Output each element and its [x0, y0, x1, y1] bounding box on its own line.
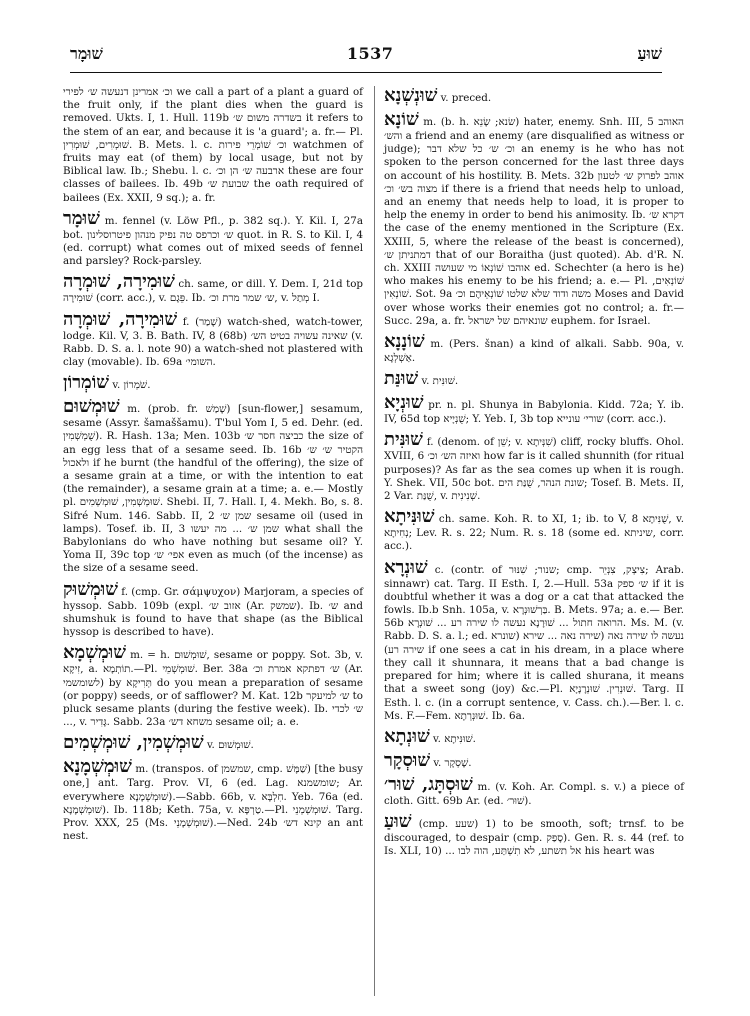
entry-headword: שׁוֹנָא: [384, 109, 419, 130]
entry-definition: v. שֹׁמְרוֹן.: [112, 379, 151, 392]
entry-headword: שׁוּמְשְׁמָנָא: [63, 756, 132, 778]
entry-definition: v. שׁוּנִּיתָא.: [433, 732, 476, 745]
entry-definition: ch. same, or dill. Y. Dem. I, 21d top שׁוּמִירָה (corr. acc.), v. פֵּגָם. Ib. ש׳ שמר מרת וכ׳, v. מְתַל I.: [63, 278, 364, 305]
entry-definition: וכ׳ אמרינן דנעשה ש׳ לפירי we call a part of a plant a guard of the fruit only, if the plant dies when the guard is removed. Ukts. I, 1. Hull. 119b בשדרה משום ש׳ it refers to the stem of an ear, and because it is 'a guard'; a. fr.— Pl. שׁוּמְרִים, שׁוּמְרִין. B. Mets. l. c. וכ׳ שׁוֹמְרֵי פירות watchmen of fruits may eat (of them) by local usage, but not by Biblical law. Ib.; Shebu. l. c. ארבעה ש׳ הן וכ׳ these are four classes of bailees. Ib. 49b שבועת ש׳ the oath required of bailees (Ex. XXII, 9 sq.); a. fr.: [63, 86, 364, 204]
entry-definition: (cmp. שעע) 1) to be smooth, soft; trnsf. to be discouraged, to despair (cmp. סָפַק). Gen. R. s. 44 (ref. to Is. XLI, 10) ... אל תשתע, לא תִשְׁתַּע, הוה לבו his heart was: [384, 818, 684, 858]
entry-definition: v. שׁוּמְשׁוּם.: [206, 739, 254, 752]
dictionary-entry: [63, 643, 363, 729]
entry-headword: שׁוּנַּת: [384, 368, 419, 390]
entry-headword: שׁוּמְשׁוּם: [63, 396, 120, 418]
entry-headword: שׁוּמְשְׁמִין, שׁוּמְשְׁמִים: [63, 732, 204, 754]
column-divider: [374, 86, 375, 996]
entry-definition: v. preced.: [440, 92, 492, 104]
entry-headword: שׁוּמְשְׁמָא: [63, 642, 126, 664]
dictionary-entry: [384, 86, 684, 106]
dictionary-entry: [384, 369, 684, 389]
left-column: [63, 86, 363, 847]
dictionary-entry: [63, 580, 363, 640]
dictionary-entry: [384, 558, 684, 723]
dictionary-entry: [384, 430, 684, 503]
entry-definition: ch. same. Koh. R. to XI, 1; ib. to V, 8 שֻׁנִּיתָא, v. נְחִיתָא; Lev. R. s. 22; Num. R. s. 18 (some ed. שיניתא, corr. acc.).: [384, 513, 685, 553]
dictionary-entry: [384, 332, 684, 365]
dictionary-entry: [63, 209, 363, 269]
entry-headword: שׁוּעַ: [384, 811, 412, 833]
entry-headword: שׁוֹמְרוֹן: [63, 372, 110, 394]
dictionary-entry: [63, 757, 363, 843]
entry-headword: שׁוּמִירָה, שׁוּמְרָה: [63, 308, 178, 330]
dictionary-entry: [63, 373, 363, 393]
entry-headword: שׁוּנְיָא: [384, 392, 424, 414]
dictionary-entry: [384, 727, 684, 747]
page-header: [70, 44, 662, 68]
entry-headword: שׁוֹנָנָא: [384, 331, 425, 353]
entry-headword: שׁוּנְתָא: [384, 725, 430, 747]
dictionary-entry: [384, 751, 684, 771]
entry-headword: שׁוּסְתָּג, שׁוּר׳: [384, 773, 473, 795]
dictionary-entry: [384, 507, 684, 553]
header-rule: [70, 72, 662, 73]
entry-definition: f. (cmp. Gr. σάμψυχον) Marjoram, a species of hyssop. Sabb. 109b (expl. אזוב ש׳ (Ar. שמשק). Ib. ש׳ and shumshuk is found to have that shape (as the Biblical hyssop is described to have).: [63, 585, 364, 639]
header-right-word: שׁוּעַ: [637, 44, 662, 63]
dictionary-entry: [63, 310, 363, 370]
entry-definition: m. (transpos. of שמשמן, cmp. שַׁמָּשׁ) [the busy one,] ant. Targ. Prov. VI, 6 (ed. Lag. שומשמנא; Ar. everywhere שׁוּמְשְׁמָנָא).—Sabb. 66b, v. חִלְבָּא. Yeb. 76a (ed. שׁוּמְשְׁמָנָא). Ib. 118b; Keth. 75a, v. טַרְפָּא.—Pl. שׁוּמְשְׁמְנֵי. Targ. Prov. XXX, 25 (Ms. שׁוּמְשְׁמָנֵי).—Ned. 24b קינא דש׳ an ant nest.: [63, 763, 364, 843]
page-number: 1537: [346, 44, 394, 63]
entry-definition: m. fennel (v. Löw Pfl., p. 382 sq.). Y. Kil. I, 27a bot. ש׳ וכרפס טה נפיק מנהון פיטרוסלינון quot. in R. S. to Kil. I, 4 (ed. corrupt) what comes out of mixed seeds of fennel and parsley? Rock-parsley.: [63, 214, 363, 268]
entry-definition: m. (b. h. שׂנא; שָׂנֵא) hater, enemy. Snh. III, 5 האוהב והש׳ a friend and an enemy (are disqualified as witness or judge); וכ׳ ש׳ כל שלא דבר an enemy is he who has not spoken to the person concerned for the last three days on account of his hostility. B. Mets. 32b אוהב לפרוק ש׳ לטעון מצוה בש׳ וכ׳ if there is a friend that needs help to unload, and an enemy that needs help to load, it is proper to help the enemy in order to bend his animosity. Ib. דקרא ש׳ the case of the enemy mentioned in the Scripture (Ex. XXIII, 5, where the release of the beast is concerned), דמתניתן ש׳ that of our Boraitha (just quoted). Ab. d'R. N. ch. XXIII אוהבו שׁוֹנְאוֹ מי שעושה ed. Schechter (a hero is he) who makes his enemy to be his friend; a. e.— Pl. שׁוֹנְאִים, שׁוֹנְאִין. Sot. 9a משה ודוד שלא שלטו שׁוֹנְאֵיהֶם וכ׳ Moses and David over whose works their enemies got no control; a. fr.—Succ. 29a, a. fr. שונאיהם של ישראל euphem. for Israel.: [384, 116, 685, 327]
dictionary-entry: [63, 272, 363, 305]
entry-definition: f. (denom. of שֵׁן; v. שִׁנְּיתָא) cliff, rocky bluffs. Ohol. XVIII, 6 ואיזה הש׳ וכ׳ how far is it called shunnith (for ritual purposes)? As far as the sea comes up when it is rough. Y. Shek. VII, 50c bot. שונת הנהר, שֻׁנַּת הים; Tosef. B. Mets. II, 2 Var. שֻׁנַּת, v. שְׁנִינִית.: [384, 436, 684, 503]
dictionary-entry: [63, 733, 363, 753]
entry-headword: שׁוּמָר: [63, 207, 100, 229]
dictionary-entry: [63, 397, 363, 575]
entry-definition: f. (שָׁמַר) watch-shed, watch-tower, lodge. Kil. V, 3. B. Bath. IV, 8 (68b) שאינה עשויה בטיט הש׳ (v. Rabb. D. S. a. l. note 90) a watch-shed not plastered with clay (movable). Ib. 69a השומי׳.: [63, 315, 363, 369]
entry-definition: m. (prob. fr. שָׁמַשׁ) [sun-flower,] sesamum, sesame (Assyr. šamaššamu). T'bul Yom I, 5 ed. Dehr. (ed. שֻׁמְשְׁמִין). R. Hash. 13a; Men. 103b כביצה חסר ש׳ the size of an egg less that of a sesame seed. Ib. 16b הקטיר ש׳ ש׳ ולאכול if he burnt (the handful of the offering), the size of a sesame grain at a time, or with the intention to eat (the remainder), a sesame grain at a time; a. e.— Mostly pl. שׁוּמְשְׁמִין, שׁוּמְשְׁמִים. Shebi. II, 7. Hall. I, 4. Mekh. Bo, s. 8. Sifré Num. 146. Sabb. II, 2 שמן ש׳ sesame oil (used in lamps). Tosef. ib. II, 3 שמן ש׳ ... מה יעשו what shall the Babylonians do who have nothing but sesame oil? Y. Yoma II, 39c top אפי׳ ש׳ even as much (of the incense) as the size of a sesame seed.: [63, 403, 363, 575]
entry-definition: m. (Pers. šnan) a kind of alkali. Sabb. 90a, v. אַשְׁלְגָא.: [384, 338, 684, 365]
header-left-word: שׁוּמָר: [70, 44, 103, 63]
entry-headword: שׁוּנְרָא: [384, 556, 428, 578]
entry-definition: v. שׁוּנִּית.: [421, 375, 459, 388]
entry-headword: שׁוּנִּית: [384, 429, 423, 451]
dictionary-entry: [384, 775, 684, 808]
entry-definition: m. = h. שׁוּמְשׁוּם, sesame or poppy. Sot. 3b, v. זִיקָא, a. תוֹתְמָא.—Pl. שׁוּמְשְׁמֵי. Ber. 38a ש׳ דפתקא אמרת וכ׳ (Ar. לשומשמי) by תְּרִיקָא do you mean a preparation of sesame (or poppy) seeds, or of safflower? M. Kat. 12b ש׳ למיעקר to pluck sesame plants (during the festive week). Ib. ש׳ לכדי ..., v. גָּדִיר. Sabb. 23a משחא דש׳ sesame oil; a. e.: [63, 649, 363, 729]
entry-headword: שׁוּנִּיתָא: [384, 506, 435, 528]
right-column: [384, 86, 684, 863]
dictionary-entry: [384, 812, 684, 858]
dictionary-entry: [63, 86, 363, 205]
entry-definition: pr. n. pl. Shunya in Babylonia. Kidd. 72a; Y. ib. IV, 65d top שֻׁנְיָיא; Y. Yeb. I, 3b top שורי׳ עונייא (corr. acc.).: [384, 399, 684, 426]
entry-definition: c. (contr. of שנור; שִׁנּוּר; cmp. צִיצְק, צִנְיֵר; Arab. sinnawr) cat. Targ. II Esth. I, 2.—Hull. 53a ש׳ ספק if it is doubtful whether it was a dog or a cat that attacked the fowls. Ib.b Snh. 105a, v. בַּרְשׁוּנְרָא. B. Mets. 97a; a. e.— Ber. 56b הרואה חתול ... שׁוּרָנָא נעשה לו שירה רע ... שׁוּנְרָא. Ms. M. (v. Rabb. D. S. a. l.; ed. שונרא) נעשה לו שירה נאה (שירה נאה ... שירא שירה רע) if one sees a cat in his dream, in a place where they call it shunnara, it means that a bad change is prepared for him; where it is called shurana, it means that a sweet song (joy) &c.—Pl. שׁוּנְרִין. שׁוּנְרָנָיָא. Targ. II Esth. l. c. (in a corrupt sentence, v. Cass. ch.).—Ber. l. c. Ms. F.—Fem. שׁוּנְרְתָא. Ib. 6a.: [384, 563, 684, 722]
entry-definition: m. (v. Koh. Ar. Compl. s. v.) a piece of cloth. Gitt. 69b Ar. (ed. שׁוּר׳).: [384, 780, 684, 807]
dictionary-entry: [384, 393, 684, 426]
entry-headword: שׁוּנְשְׁנָא: [384, 85, 438, 106]
entry-headword: שׁוּמִירָה, שׁוּמְרָה: [63, 271, 175, 293]
entry-definition: v. שֶׁסְקָר.: [433, 756, 472, 769]
dictionary-entry: [384, 110, 684, 328]
entry-headword: שׁוּסְקָר: [384, 749, 431, 771]
entry-headword: שׁוּמְשׁוּק: [63, 578, 119, 600]
